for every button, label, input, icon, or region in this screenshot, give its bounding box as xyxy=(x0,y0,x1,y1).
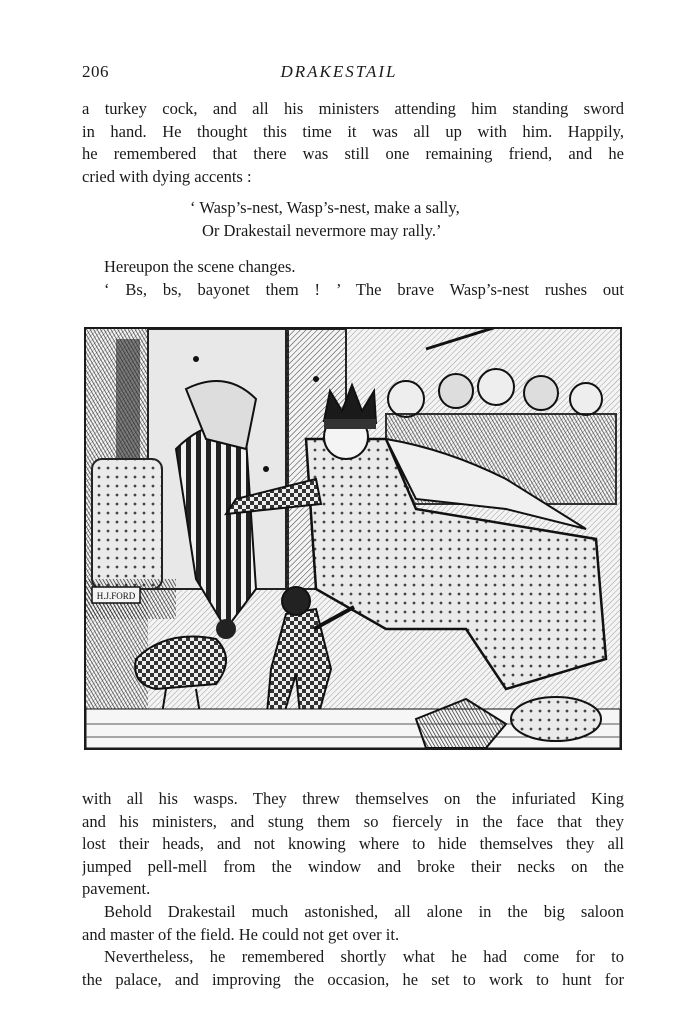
text-line: a turkey cock, and all his ministers attending him standing sword xyxy=(82,99,624,118)
text-line: he remembered that there was still one remaining friend, and he xyxy=(82,144,624,164)
text-line: cried with dying accents : xyxy=(82,166,252,186)
text-line: jumped pell-mell from the window and broke their necks on the xyxy=(82,856,624,876)
page-number: 206 xyxy=(82,62,109,81)
text-line: ‘ Bs, bs, bayonet them ! ’ The brave Wasp’s-nest rushes out xyxy=(104,279,624,299)
bottom-paragraph-2 xyxy=(82,901,624,946)
engraved-illustration xyxy=(84,327,622,750)
verse-line: Or Drakestail nevermore may rally.’ xyxy=(202,221,442,240)
verse-line: ‘ Wasp’s-nest, Wasp’s-nest, make a sally, xyxy=(190,198,460,217)
verse-quote xyxy=(190,196,460,242)
text-line: in hand. He thought this time it was all up with him. Happily, xyxy=(82,121,624,141)
bottom-paragraph-1 xyxy=(82,788,624,901)
middle-paragraphs xyxy=(82,256,624,301)
illustration-drawing xyxy=(86,329,620,748)
text-line: and master of the field. He could not get over it. xyxy=(82,924,400,944)
text-line: pavement. xyxy=(82,879,151,899)
text-line: Hereupon the scene changes. xyxy=(104,257,296,276)
text-line: Nevertheless, he remembered shortly what he had come for to xyxy=(104,947,624,966)
text-line: Behold Drakestail much astonished, all alone in the big saloon xyxy=(104,902,624,921)
artist-signature: H.J.FORD xyxy=(96,591,136,601)
bottom-paragraph-3 xyxy=(82,946,624,991)
top-paragraph xyxy=(82,98,624,188)
running-title: DRAKESTAIL xyxy=(280,62,398,81)
text-line: lost their heads, and not knowing where to hide themselves they all xyxy=(82,834,624,854)
text-line: with all his wasps. They threw themselves on the infuriated King xyxy=(82,789,624,808)
text-line: and his ministers, and stung them so fiercely in the face that they xyxy=(82,811,624,831)
text-line: the palace, and improving the occasion, he set to work to hunt for xyxy=(82,969,624,989)
